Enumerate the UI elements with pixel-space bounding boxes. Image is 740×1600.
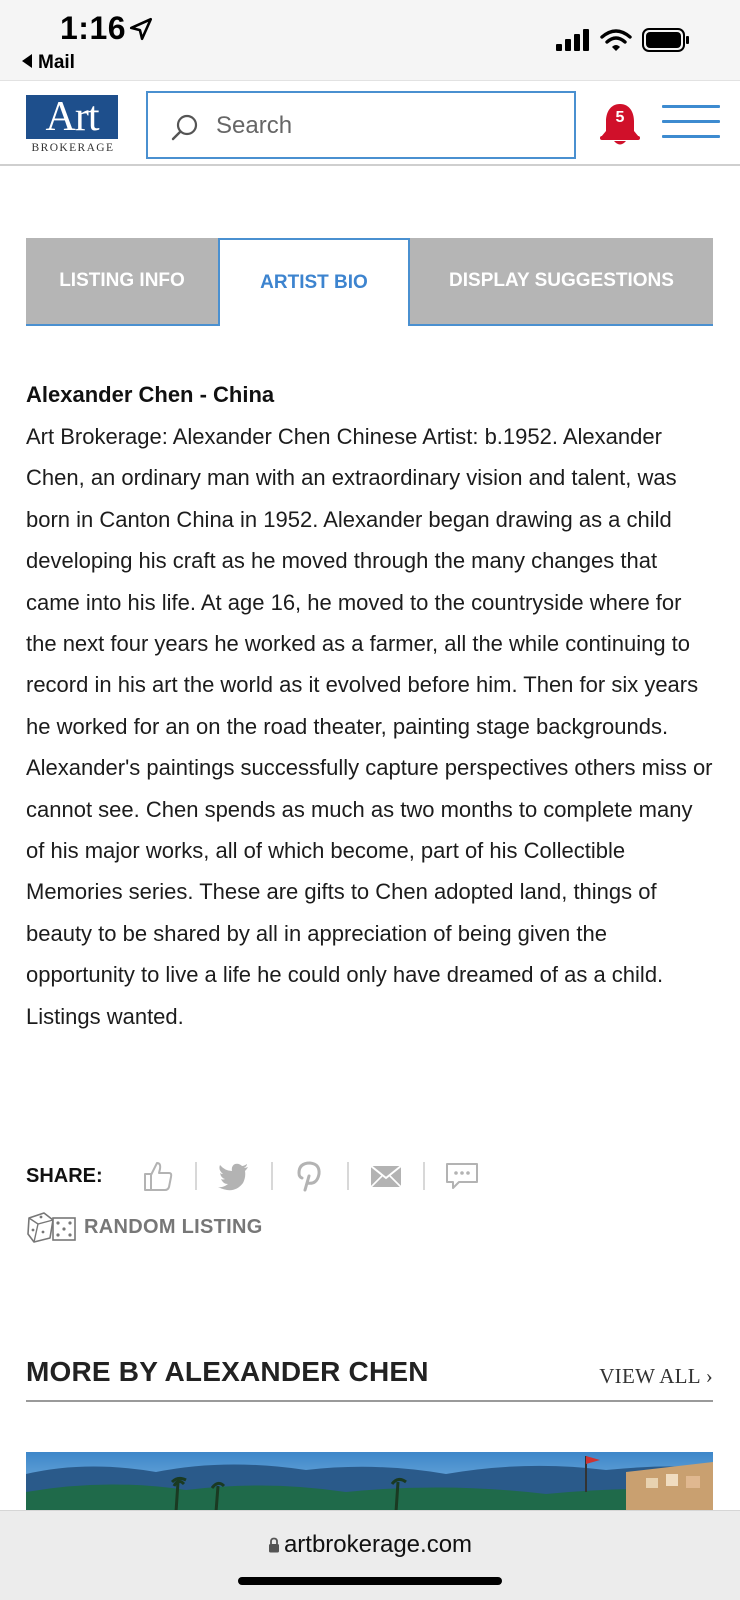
back-app-label: Mail [38, 52, 75, 73]
more-by-title: MORE BY ALEXANDER CHEN [26, 1356, 429, 1387]
search-input[interactable] [216, 107, 556, 145]
pinterest-icon[interactable] [293, 1159, 327, 1193]
share-separator [423, 1162, 425, 1190]
dice-icon [26, 1210, 78, 1244]
share-separator [347, 1162, 349, 1190]
battery-icon [642, 28, 690, 52]
share-separator [195, 1162, 197, 1190]
menu-line-icon [662, 105, 720, 108]
comment-icon[interactable] [445, 1159, 479, 1193]
random-listing-link[interactable] [26, 1210, 263, 1244]
tab-listing-info[interactable]: LISTING INFO [26, 238, 218, 326]
home-indicator[interactable] [238, 1577, 502, 1585]
url-display[interactable] [0, 1531, 740, 1559]
share-bar [26, 1156, 479, 1196]
logo-subtitle: BROKERAGE [31, 142, 115, 154]
view-all-link[interactable]: VIEW ALL › [599, 1364, 713, 1388]
twitter-icon[interactable] [217, 1159, 251, 1193]
tab-artist-bio[interactable]: ARTIST BIO [218, 238, 410, 326]
status-time: 1:16 [60, 10, 127, 46]
notification-count: 5 [615, 109, 625, 126]
notifications-button[interactable] [598, 101, 642, 147]
listing-tabs [26, 238, 713, 326]
logo-mark: Art [26, 95, 118, 139]
wifi-icon [600, 28, 632, 52]
back-to-mail[interactable] [22, 52, 75, 74]
artwork-thumbnail[interactable] [26, 1452, 713, 1512]
cellular-signal-icon [556, 29, 590, 51]
menu-line-icon [662, 135, 720, 138]
artist-bio [26, 378, 716, 1037]
status-bar [0, 0, 740, 80]
bio-title: Alexander Chen - China [26, 382, 275, 407]
site-header [0, 80, 740, 166]
artwork-image [26, 1452, 713, 1512]
bio-text: Art Brokerage: Alexander Chen Chinese Artist: b.1952. Alexander Chen, an ordinary man with an extraordinary vision and talent, was born in Canton China in 1952. Alexander began drawing as a child developing his craft as he moved through the many changes that came into his life. At age 16, he moved to the countryside where for the next four years he worked as a farmer, all the while continuing to record in his art the world as it evolved before him. Then for six years he worked for an on the road theater, painting stage backgrounds. Alexander's paintings successfully capture perspectives others miss or cannot see. Chen spends as much as two months to complete many of his major works, all of which become, part of his Collectible Memories series. These are gifts to Chen adopted land, things of beauty to be shared by all in appreciation of being given the opportunity to live a life he could only have dreamed of as a child. Listings wanted. [26, 424, 713, 1029]
random-listing-label: RANDOM LISTING [84, 1215, 263, 1238]
status-icons [556, 28, 690, 52]
search-box[interactable] [146, 91, 576, 159]
thumbs-up-icon[interactable] [141, 1159, 175, 1193]
search-icon [170, 113, 200, 143]
menu-line-icon [662, 120, 720, 123]
tab-display-suggestions[interactable]: DISPLAY SUGGESTIONS [410, 238, 713, 326]
browser-address-bar[interactable] [0, 1510, 740, 1600]
location-arrow-icon [128, 16, 154, 42]
more-by-artist-header [26, 1354, 713, 1402]
lock-icon [268, 1537, 280, 1553]
share-separator [271, 1162, 273, 1190]
share-label: SHARE: [26, 1164, 103, 1187]
url-text: artbrokerage.com [283, 1531, 473, 1558]
hamburger-menu-button[interactable] [662, 105, 720, 143]
art-brokerage-logo[interactable] [26, 95, 120, 155]
email-icon[interactable] [369, 1159, 403, 1193]
back-triangle-icon [22, 54, 32, 68]
